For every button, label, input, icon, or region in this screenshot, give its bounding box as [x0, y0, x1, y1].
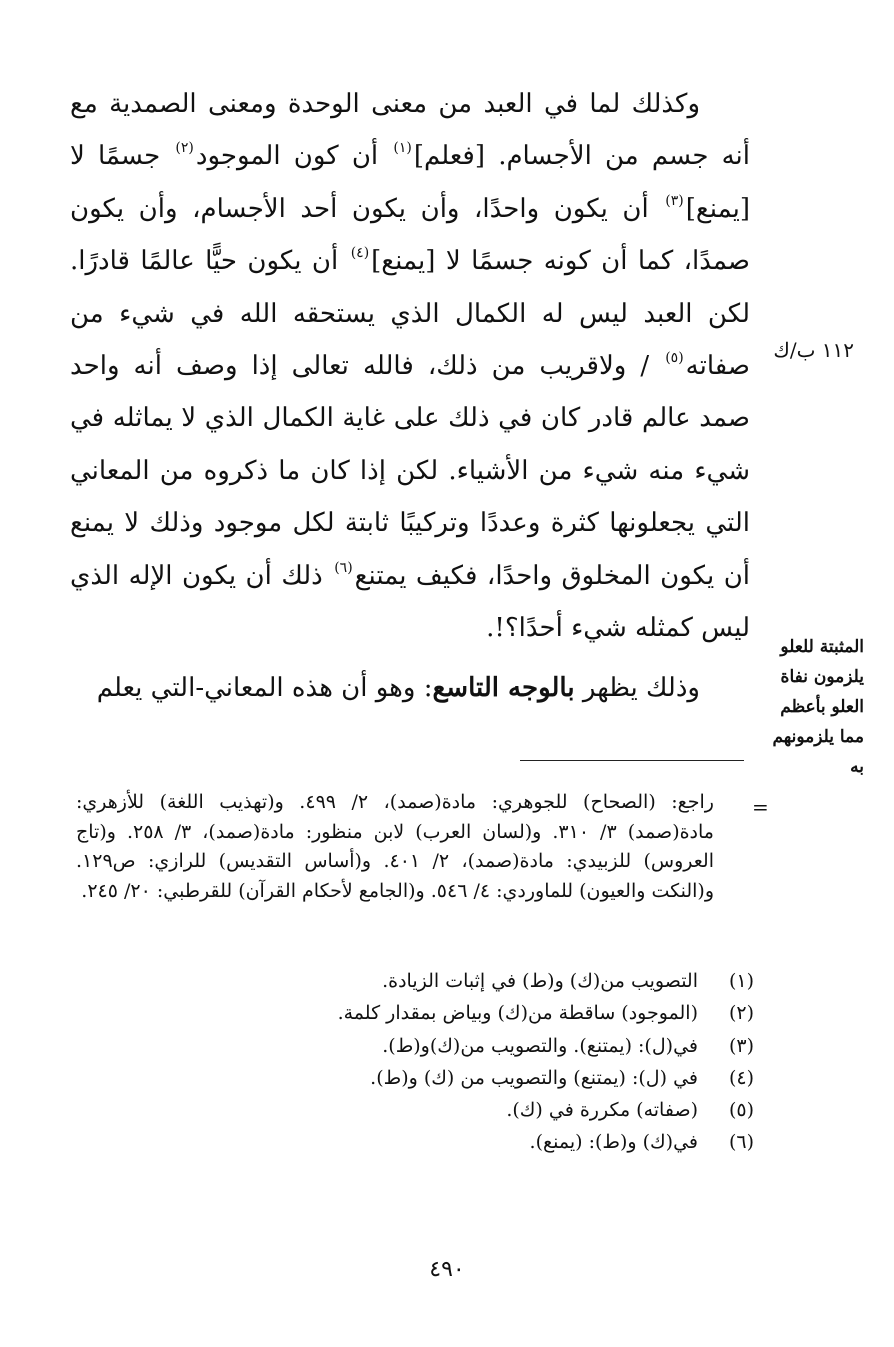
footnote-item: [114, 997, 754, 1029]
footnote-number: (٥): [728, 1099, 754, 1122]
footnote-separator: [520, 760, 744, 761]
text-run: وذلك يظهر: [582, 673, 700, 704]
footnote-ref: (٢): [175, 140, 194, 157]
text-run: أن يكون واحدًا، وأن يكون أحد الأجسام، وأن يكون صمدًا، كما أن كونه جسمًا لا: [70, 193, 751, 277]
footnote-ref: (٣): [665, 192, 684, 209]
footnote-number: (٤): [728, 1066, 754, 1089]
footnote-item: [114, 1094, 754, 1126]
footnote-number: (٦): [728, 1131, 754, 1154]
footnote-text: التصويب من(ك) و(ط) في إثبات الزيادة.: [382, 970, 698, 992]
footnote-item: [114, 965, 754, 997]
footnote-ref: (٦): [334, 559, 353, 576]
footnote-list: [114, 965, 754, 1159]
text-run: / ولاقريب من ذلك، فالله تعالى إذا وصف أنه واحد صمد عالم قادر كان في ذلك على غاية الكمال الذي لا يماثله في شيء منه شيء من الأشياء. لكن إذا كان ما ذكروه من المعاني التي يجعلونها كثرة وعددًا وتركيبًا ثابتة لكل موجود وذلك لا يمنع أن يكون المخلوق واحدًا، فكيف يمتنع: [70, 351, 751, 591]
footnote-ref: (٥): [665, 350, 684, 367]
footnote-item: [114, 1126, 754, 1158]
margin-folio-marker: ١١٢ ب/ك: [773, 338, 854, 362]
text-run: : وهو أن هذه المعاني-التي يعلم: [96, 673, 433, 704]
paragraph-1: [70, 78, 750, 654]
text-run: وكذلك لما في العبد من معنى الوحدة ومعنى الصمدية مع أنه جسم من الأجسام.: [70, 89, 751, 172]
text-run: جسمًا لا: [70, 141, 161, 172]
footnote-text: (صفاته) مكررة في (ك).: [506, 1099, 698, 1122]
footnote-text: في(ك) و(ط): (يمنع).: [529, 1131, 698, 1154]
text-run: [فعلم]: [413, 141, 485, 172]
footnote-text: في (ل): (يمتنع) والتصويب من (ك) و(ط).: [370, 1066, 698, 1089]
text-run: أن كون الموجود: [195, 141, 379, 172]
footnote-text: في(ل): (يمتنع). والتصويب من(ك)و(ط).: [382, 1034, 698, 1057]
footnote-number: (١): [728, 970, 754, 992]
footnote-number: (٢): [728, 1002, 754, 1025]
footnote-text: (الموجود) ساقطة من(ك) وبياض بمقدار كلمة.: [337, 1002, 698, 1025]
text-run: [يمنع]: [371, 246, 436, 277]
footnote-number: (٣): [728, 1034, 754, 1057]
text-run: أن يكون حيًّا عالمًا قادرًا. لكن العبد ليس له الكمال الذي يستحقه الله في شيء من صفاته: [70, 246, 750, 382]
text-run: ذلك أن يكون الإله الذي ليس كمثله شيء أحدًا؟!.: [70, 560, 750, 644]
footnote-continuation-mark: =: [752, 795, 769, 819]
footnote-ref: (١): [393, 140, 412, 157]
page-number: ٤٩٠: [429, 1257, 465, 1282]
footnote-ref: (٤): [350, 245, 370, 262]
footnote-item: [114, 1030, 754, 1062]
bold-heading-run: بالوجه التاسع: [432, 673, 575, 704]
main-text: [70, 78, 750, 715]
footnote-item: [114, 1062, 754, 1094]
footnote-continuation: راجع: (الصحاح) للجوهري: مادة(صمد)، ٢/ ٤٩٩. و(تهذيب اللغة) للأزهري: مادة(صمد) ٣/ ٣١٠. و(لسان العرب) لابن منظور: مادة(صمد)، ٣/ ٢٥٨. و(تاج العروس) للزبيدي: مادة(صمد)، ٢/ ٤٠١. و(أساس التقديس) للرازي: ص١٢٩. و(النكت والعيون) للماوردي: ٤/ ٥٤٦. و(الجامع لأحكام القرآن) للقرطبي: ٢٠/ ٢٤٥.: [76, 791, 714, 902]
margin-side-note: المثبتة للعلو يلزمون نفاة العلو بأعظم مما يلزمونهم به: [772, 637, 864, 777]
text-run: [يمنع]: [685, 193, 751, 224]
paragraph-2: [70, 662, 750, 714]
